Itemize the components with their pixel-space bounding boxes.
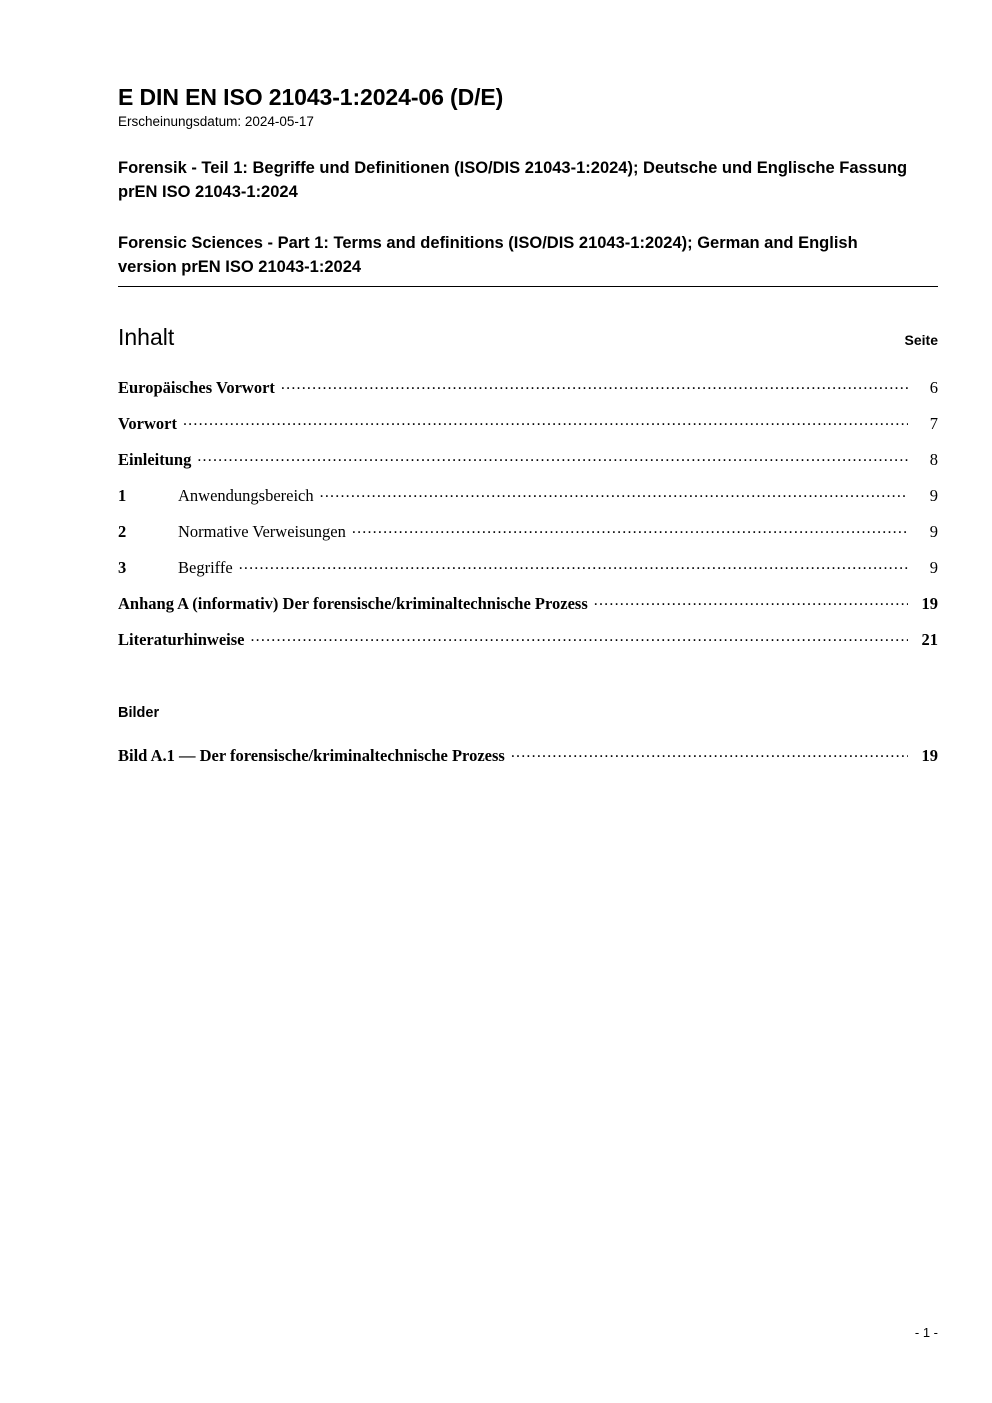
toc-entry-page: 6 — [929, 378, 938, 398]
toc-leader-dots — [594, 593, 908, 610]
toc-entry[interactable] — [118, 485, 938, 505]
figure-entry-label: Bild A.1 — Der forensische/kriminaltechnische Prozess — [118, 746, 505, 766]
page-footer: - 1 - — [914, 1325, 938, 1340]
document-number: E DIN EN ISO 21043-1:2024-06 (D/E) — [118, 84, 504, 110]
toc-list — [118, 377, 938, 649]
toc-entry-page: 19 — [921, 594, 938, 614]
page-content — [118, 84, 938, 781]
toc-entry-label: Normative Verweisungen — [178, 522, 346, 542]
toc-entry-page: 9 — [929, 558, 938, 578]
figures-heading: Bilder — [118, 704, 160, 721]
toc-entry-label: Vorwort — [118, 414, 177, 434]
toc-entry-label: Literaturhinweise — [118, 630, 245, 650]
toc-entry-number: 3 — [118, 558, 127, 578]
toc-header-row — [118, 325, 938, 350]
toc-leader-dots — [250, 629, 908, 646]
toc-entry[interactable] — [118, 557, 938, 577]
header-divider — [118, 286, 938, 287]
toc-leader-dots — [183, 413, 908, 430]
toc-entry[interactable] — [118, 449, 938, 469]
toc-leader-dots — [320, 485, 908, 502]
toc-leader-dots — [511, 745, 908, 762]
figure-entry[interactable] — [118, 745, 938, 765]
toc-entry[interactable] — [118, 413, 938, 433]
toc-entry-page: 7 — [929, 414, 938, 434]
toc-entry-label: Einleitung — [118, 450, 192, 470]
toc-entry-number: 1 — [118, 486, 127, 506]
toc-leader-dots — [197, 449, 908, 466]
toc-entry[interactable] — [118, 593, 938, 613]
publication-date: Erscheinungsdatum: 2024-05-17 — [118, 114, 314, 130]
toc-entry[interactable] — [118, 521, 938, 541]
toc-heading: Inhalt — [118, 324, 175, 351]
figures-list — [118, 745, 938, 765]
toc-entry-page: 9 — [929, 486, 938, 506]
document-title-german: Forensik - Teil 1: Begriffe und Definitionen (ISO/DIS 21043-1:2024); Deutsche und Englische Fassung prEN ISO 21043-1:2024 — [118, 158, 908, 201]
toc-entry-label: Anhang A (informativ) Der forensische/kriminaltechnische Prozess — [118, 594, 588, 614]
toc-entry[interactable] — [118, 629, 938, 649]
toc-entry-page: 9 — [929, 522, 938, 542]
toc-page-column-label: Seite — [904, 332, 938, 349]
toc-entry[interactable] — [118, 377, 938, 397]
toc-entry-label: Anwendungsbereich — [178, 486, 314, 506]
toc-leader-dots — [281, 377, 908, 394]
toc-entry-label: Europäisches Vorwort — [118, 378, 275, 398]
document-title-english: Forensic Sciences - Part 1: Terms and definitions (ISO/DIS 21043-1:2024); German and English version prEN ISO 21043-1:2024 — [118, 234, 858, 277]
toc-entry-number: 2 — [118, 522, 127, 542]
toc-leader-dots — [239, 557, 908, 574]
toc-entry-page: 21 — [921, 630, 938, 650]
figure-entry-page: 19 — [921, 746, 938, 766]
toc-entry-label: Begriffe — [178, 558, 233, 578]
toc-entry-page: 8 — [929, 450, 938, 470]
toc-leader-dots — [352, 521, 908, 538]
